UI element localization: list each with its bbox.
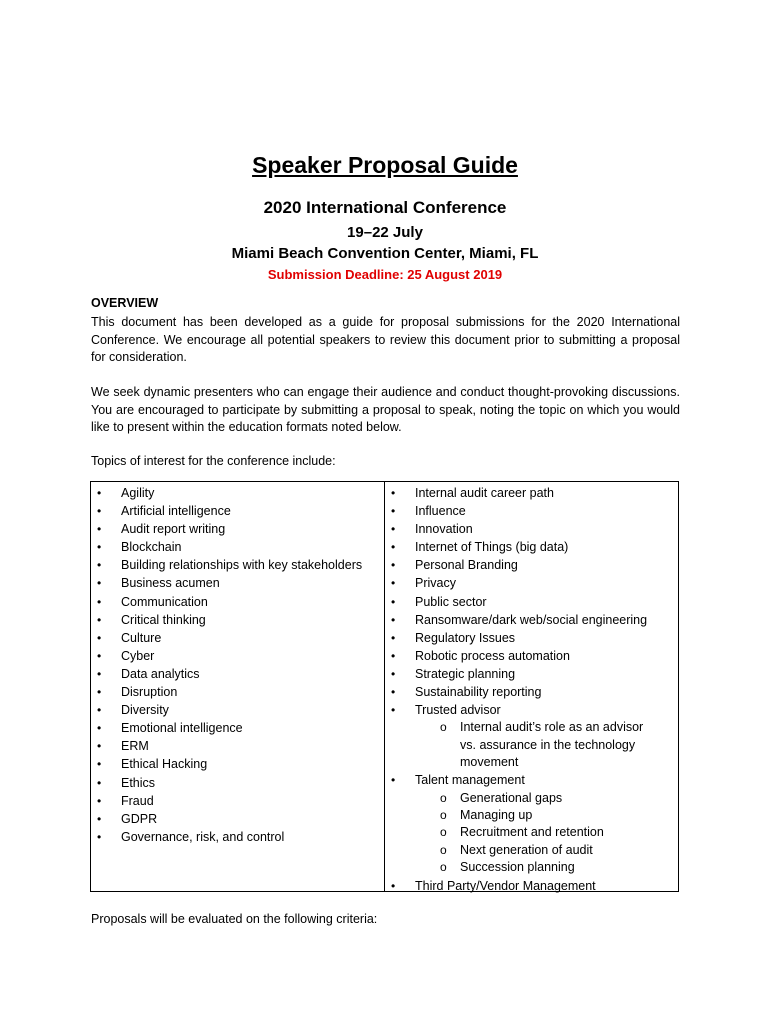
topics-intro: Topics of interest for the conference include:: [91, 454, 336, 468]
topic-item: • Agility: [91, 484, 384, 502]
topic-item: • GDPR: [91, 810, 384, 828]
topic-item-talent-management: [385, 771, 678, 876]
topic-item: • Artificial intelligence: [91, 502, 384, 520]
topic-item: • Emotional intelligence: [91, 719, 384, 737]
topic-item: • Disruption: [91, 683, 384, 701]
topics-column-right: [385, 482, 678, 891]
topic-item: • Data analytics: [91, 665, 384, 683]
topic-item: • Ransomware/dark web/social engineering: [385, 611, 678, 629]
topic-item: • Business acumen: [91, 574, 384, 592]
topic-item: • ERM: [91, 737, 384, 755]
topic-item: • Critical thinking: [91, 611, 384, 629]
conference-dates: 19–22 July: [347, 224, 423, 241]
topic-item: • Culture: [91, 629, 384, 647]
topic-item: • Building relationships with key stakeholders: [91, 556, 384, 574]
topic-item: • Internal audit career path: [385, 484, 678, 502]
topic-item: • Audit report writing: [91, 520, 384, 538]
topic-item: • Regulatory Issues: [385, 629, 678, 647]
topic-item: • Strategic planning: [385, 665, 678, 683]
evaluation-criteria-intro: Proposals will be evaluated on the following criteria:: [91, 912, 378, 926]
topic-item: • Internet of Things (big data): [385, 538, 678, 556]
trusted-advisor-subtopics: [415, 719, 678, 771]
submission-deadline: Submission Deadline: 25 August 2019: [267, 267, 503, 282]
topic-item: • Public sector: [385, 593, 678, 611]
topic-item: • Governance, risk, and control: [91, 828, 384, 846]
subtopic-label: o Internal audit’s role as an advisor vs. assurance in the technology movement: [460, 720, 644, 770]
talent-management-subtopics: [415, 790, 678, 877]
topic-item: • Ethical Hacking: [91, 755, 384, 773]
topics-list-right: [385, 482, 678, 895]
topics-table: [90, 481, 679, 892]
subtopic-item: o Next generation of audit: [415, 842, 678, 859]
topic-item: • Diversity: [91, 701, 384, 719]
topic-label: Talent management: [415, 773, 525, 788]
subtopic-item: o Managing up: [415, 807, 678, 824]
topic-item: • Influence: [385, 502, 678, 520]
topic-label: Trusted advisor: [415, 703, 501, 718]
topic-item: • Innovation: [385, 520, 678, 538]
subtopic-item: o Recruitment and retention: [415, 824, 678, 841]
topic-item: • Communication: [91, 593, 384, 611]
overview-heading: OVERVIEW: [91, 296, 159, 310]
topic-item: • Third Party/Vendor Management: [385, 877, 678, 895]
subtopic-item: [415, 719, 678, 771]
conference-venue: Miami Beach Convention Center, Miami, FL: [231, 245, 539, 262]
topics-column-left: [91, 482, 385, 891]
topic-item: • Sustainability reporting: [385, 683, 678, 701]
topic-item: • Blockchain: [91, 538, 384, 556]
topic-item: • Personal Branding: [385, 556, 678, 574]
topic-item: • Fraud: [91, 792, 384, 810]
overview-paragraph-1: This document has been developed as a guide for proposal submissions for the 2020 International Conference. We encourage all potential speakers to review this document prior to submitting a proposal for consideration.: [91, 315, 680, 364]
overview-paragraph-2: We seek dynamic presenters who can engage their audience and conduct thought-provoking discussions. You are encouraged to participate by submitting a proposal to speak, noting the topic on which you would like to present within the education formats noted below.: [91, 385, 680, 434]
topic-item: • Privacy: [385, 574, 678, 592]
topics-list-left: [91, 482, 384, 846]
conference-name: 2020 International Conference: [263, 198, 507, 217]
subtopic-item: o Succession planning: [415, 859, 678, 876]
page-title: Speaker Proposal Guide: [252, 152, 518, 178]
topic-item: • Cyber: [91, 647, 384, 665]
topic-item: • Robotic process automation: [385, 647, 678, 665]
topic-item: • Ethics: [91, 774, 384, 792]
subtopic-item: o Generational gaps: [415, 790, 678, 807]
topic-item-trusted-advisor: [385, 701, 678, 771]
